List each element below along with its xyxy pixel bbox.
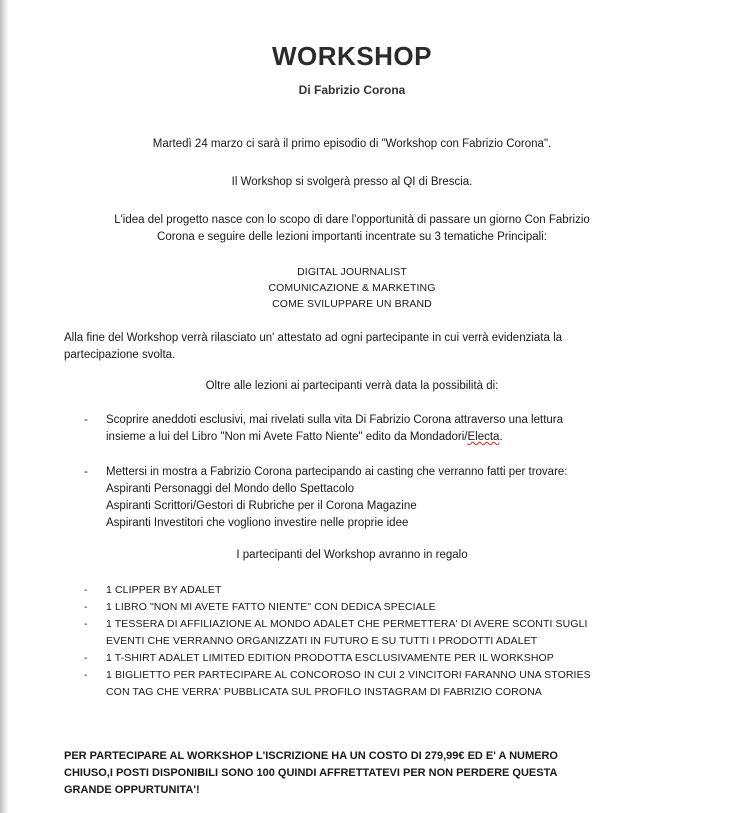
closing-text: PER PARTECIPARE AL WORKSHOP L'ISCRIZIONE HA UN COSTO DI 279,99€ ED E' A NUMERO xyxy=(64,750,558,762)
document-subtitle: Di Fabrizio Corona xyxy=(298,83,406,97)
opportunity-text: Scoprire aneddoti esclusivi, mai rivelati sulla vita Di Fabrizio Corona attraverso una lettura xyxy=(106,414,564,426)
opportunity-text-part: insieme a lui del Libro "Non mi Avete Fatto Niente" edito da Mondadori/ xyxy=(106,431,468,443)
intro-line: L'idea del progetto nasce con lo scopo di dare l'opportunità di passare un giorno Con Fabrizio xyxy=(114,214,590,226)
casting-item: Aspiranti Investitori che vogliono investire nelle proprie idee xyxy=(106,517,409,529)
opportunity-intro: Oltre alle lezioni ai partecipanti verrà data la possibilità di: xyxy=(205,380,499,392)
list-bullet: - xyxy=(84,414,88,426)
gift-item: 1 CLIPPER BY ADALET xyxy=(106,584,222,596)
gifts-intro: I partecipanti del Workshop avranno in regalo xyxy=(236,549,468,561)
intro-line: Martedì 24 marzo ci sarà il primo episodio di "Workshop con Fabrizio Corona". xyxy=(152,138,552,150)
gift-item: 1 LIBRO "NON MI AVETE FATTO NIENTE" CON DEDICA SPECIALE xyxy=(106,601,436,613)
opportunity-text-part: . xyxy=(499,431,503,443)
document-title: WORKSHOP xyxy=(272,41,432,71)
topic-item: COMUNICAZIONE & MARKETING xyxy=(268,282,436,294)
list-bullet: - xyxy=(84,669,88,681)
topic-item: DIGITAL JOURNALIST xyxy=(297,266,407,278)
certificate-text: partecipazione svolta. xyxy=(64,349,176,361)
gift-item: CON TAG CHE VERRA' PUBBLICATA SUL PROFILO INSTAGRAM DI FABRIZIO CORONA xyxy=(106,686,542,698)
topic-item: COME SVILUPPARE UN BRAND xyxy=(272,298,432,310)
intro-line: Il Workshop si svolgerà presso al QI di Brescia. xyxy=(231,176,473,188)
gift-item: 1 BIGLIETTO PER PARTECIPARE AL CONCOROSO IN CUI 2 VINCITORI FARANNO UNA STORIES xyxy=(106,669,591,681)
page-edge-shadow xyxy=(0,0,9,813)
opportunity-text xyxy=(106,429,666,446)
casting-item: Aspiranti Personaggi del Mondo dello Spettacolo xyxy=(106,483,355,495)
closing-text: CHIUSO,I POSTI DISPONIBILI SONO 100 QUINDI AFFRETTATEVI PER NON PERDERE QUESTA xyxy=(64,767,558,779)
gift-item: 1 T-SHIRT ADALET LIMITED EDITION PRODOTTA ESCLUSIVAMENTE PER IL WORKSHOP xyxy=(106,652,554,664)
document-page xyxy=(62,0,702,813)
opportunity-text: Mettersi in mostra a Fabrizio Corona partecipando ai casting che verranno fatti per trovare: xyxy=(106,466,568,478)
list-bullet: - xyxy=(84,584,88,596)
list-bullet: - xyxy=(84,652,88,664)
gift-item: EVENTI CHE VERRANNO ORGANIZZATI IN FUTURO E SU TUTTI I PRODOTTI ADALET xyxy=(106,635,538,647)
certificate-text: Alla fine del Workshop verrà rilasciato un' attestato ad ogni partecipante in cui verrà evidenziata la xyxy=(64,332,563,344)
casting-item: Aspiranti Scrittori/Gestori di Rubriche per il Corona Magazine xyxy=(106,500,417,512)
gift-item: 1 TESSERA DI AFFILIAZIONE AL MONDO ADALET CHE PERMETTERA' DI AVERE SCONTI SUGLI xyxy=(106,618,588,630)
intro-line: Corona e seguire delle lezioni importanti incentrate su 3 tematiche Principali: xyxy=(157,231,547,243)
list-bullet: - xyxy=(84,618,88,630)
closing-text: GRANDE OPPURTUNITA'! xyxy=(64,784,200,796)
list-bullet: - xyxy=(84,466,88,478)
list-bullet: - xyxy=(84,601,88,613)
misspelled-word: Electa xyxy=(467,431,500,443)
